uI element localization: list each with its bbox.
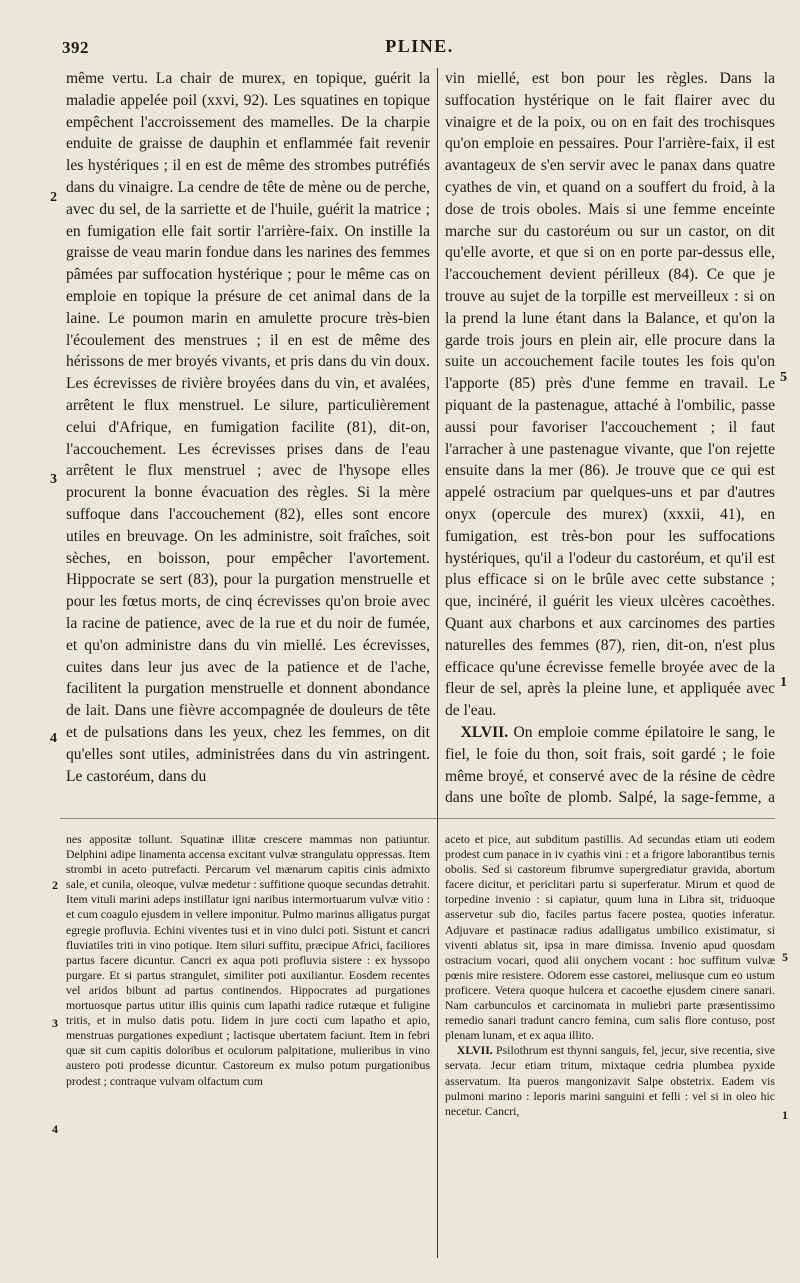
chapter-heading: XLVII. [460,723,509,741]
margin-number: 1 [780,675,787,690]
french-column-right [445,68,775,808]
page-number: 392 [62,38,89,57]
running-head: PLINE. [385,36,454,56]
chapter-text: Psilothrum est thynni sanguis, fel, jecur, sive recentia, sive servata. Jecur etiam tritum, mixtaque cedria plumbea pyxide asservatum. Ita pueros mangonizavit Salpe obstetrix. Eadem vis pulmoni marino : leporis marini sanguini et felli : vel si in oleo hic necetur. Cancri, [445,1043,775,1118]
chapter-heading: XLVII. [456,1043,493,1058]
chapter-text: On emploie comme épilatoire le sang, le fiel, le foie du thon, soit frais, soit gardé ; le foie même broyé, et conservé avec de la résine de cèdre dans une boîte de plomb. Salpé, la sage-femme, a [445,723,775,807]
french-column-left [66,68,430,808]
latin-paragraph: nes appositæ tollunt. Squatinæ illitæ crescere mammas non patiuntur. Delphini adipe linamenta accensa excitant vulvæ strangulatu oppressas. Item strombi in aceto putrefacti. Percarum vel mænarum capitis cinis admixto sale, et cunila, oleoque, vulvæ medetur : suffitione quoque secundas detrahit. Item vituli marini adeps instillatur igni naribus intermortuarum vulvæ vitio : et cum coagulo ejusdem in vellere imponitur. Pulmo marinus alligatus purgat egregie profluvia. Echini viventes tusi et in vino dulci poti. Sistunt et cancri fluviatiles triti in vino potique. Item siluri suffitu, præcipue Africi, faciliores partus facere dicuntur. Cancri ex aqua poti profluvia sistere : ex hyssopo purgare. Et si partus strangulet, similiter poti auxiliantur. Eosdem recentes vel aridos bibunt ad partus continendos. Hippocrates ad purgationes mortuosque partus utitur illis quinis cum lapathi radice rutæque et fuligine tritis, et in mulso datis potu. Iidem in jure cocti cum lapatho et apio, menstruas purgationes expediunt ; lactisque ubertatem faciunt. Item in febri quæ sit cum capitis doloribus et oculorum palpitatione, mulieribus in vino austero poti prodesse dicuntur. Castoreum ex mulso potum purgationibus prodest ; contraque vulvam olfactum cum [66,832,430,1088]
margin-number: 4 [50,731,57,746]
latin-column-right [445,832,775,1252]
text-divider [60,818,775,819]
page-header [62,36,777,66]
latin-paragraph: aceto et pice, aut subditum pastillis. Ad secundas etiam uti eodem prodest cum panace in iv cyathis vini : et a frigore laborantibus ternis obolis. Sed si castoreum fibrumve supergrediatur gravida, abortum facere dicitur, et periclitari partu si superferatur. Mirum et quod de torpedine invenio : si capiatur, quum luna in Libra sit, triduoque asservetur sub dio, faciles partus facere postea, quoties inferatur. Adjuvare et pastinacæ radius adalligatus umbilico existimatur, si viventi ablatus sit, ipsa in mare dimissa. Invenio apud quosdam ostracium vocari, quod alii onychem vocant : hoc suffitum vulvæ pœnis mire resistere. Odorem esse castorei, meliusque cum eo ustum proficere. Vetera quoque hulcera et cacoethe ejusdem cinere sanari. Nam carbunculos et carcinomata in muliebri parte præsentissimo remedio sanari tradunt cancro femina, cum salis flore contuso, post plenam lunam, et ex aqua illito. [445,832,775,1043]
margin-number: 3 [52,1016,58,1030]
margin-number: 5 [782,950,788,964]
column-divider [437,68,438,1258]
latin-chapter-paragraph [445,1043,775,1118]
margin-number: 2 [52,878,58,892]
margin-number: 5 [780,370,787,385]
margin-number: 3 [50,472,57,487]
margin-number: 4 [52,1122,58,1136]
latin-column-left [66,832,430,1252]
margin-number: 1 [782,1108,788,1122]
french-paragraph: vin miellé, est bon pour les règles. Dans la suffocation hystérique on le fait flairer avec du vinaigre et de la poix, ou on en fait des trochisques qu'on emploie en pessaires. Pour l'arrière-faix, il est avantageux de s'en servir avec le panax dans quatre cyathes de vin, et quand on a souffert du froid, à la dose de trois oboles. Mais si une femme enceinte marche sur du castoréum ou sur un castor, on dit qu'elle avorte, et que si on en porte par-dessus elle, l'accouchement devient périlleux (84). Ce que je trouve au sujet de la torpille est merveilleux : si on la prend la lune étant dans la Balance, et qu'on la garde trois jours en plein air, elle procure dans la suite un accouchement facile toutes les fois qu'on l'apporte (85) près d'une femme en travail. Le piquant de la pastenague, attaché à l'ombilic, passe aussi pour favoriser l'accouchement ; il faut l'arracher à une pastenague vivante, que l'on rejette ensuite dans la mer (86). Je trouve que ce qui est appelé ostracium par quelques-uns et par d'autres onyx (opercule des murex) (xxxii, 41), en fumigation, est très-bon pour les suffocations hystériques, qu'il a l'odeur du castoréum, et qu'il est plus efficace si on le brûle avec cette substance ; que, incinéré, il guérit les vieux ulcères cacoèthes. Quant aux charbons et aux carcinomes des parties naturelles des femmes (87), rien, dit-on, n'est plus efficace qu'une écrevisse femelle broyée avec de la fleur de sel, après la pleine lune, et appliquée avec de l'eau. [445,70,775,720]
margin-number: 2 [50,190,57,205]
french-chapter-paragraph [445,722,775,808]
french-paragraph: même vertu. La chair de murex, en topique, guérit la maladie appelée poil (xxvi, 92). Les squatines en topique empêchent l'accroissement des mamelles. De la charpie enduite de graisse de dauphin et enflammée fait revenir les hystériques ; il en est de même des strombes putréfiés dans du vinaigre. La cendre de tête de mène ou de perche, avec du sel, de la sarriette et de l'huile, guérit la matrice ; en fumigation elle fait sortir l'arrière-faix. On instille la graisse de veau marin fondue dans les narines des femmes pâmées par suffocation hystérique ; pour le même cas on emploie en topique la présure de cet animal dans de la laine. Le poumon marin en amulette procure très-bien l'écoulement des menstrues ; il en est de même des hérissons de mer broyés vivants, et pris dans du vin doux. Les écrevisses de rivière broyées dans du vin, et avalées, arrêtent le flux menstruel. Le silure, particulièrement celui d'Afrique, en fumigation facilite (81), dit-on, l'accouchement. Les écrevisses prises dans de l'eau arrêtent le flux menstruel ; avec de l'hysope elles procurent la bonne évacuation des règles. Si la mère suffoque dans l'accouchement (82), elles sont encore utiles en breuvage. On les administre, soit fraîches, soit sèches, en boisson, pour empêcher l'avortement. Hippocrate se sert (83), pour la purgation menstruelle et pour les fœtus morts, de cinq écrevisses qu'on broie avec la racine de patience, avec de la rue et du noir de fumée, et qu'on administre dans du vin miellé. Les écrevisses, cuites dans leur jus avec de la patience et de l'ache, facilitent la purgation menstruelle et donnent abondance de lait. Dans une fièvre accompagnée de douleurs de tête et de pulsations dans les yeux, chez les femmes, on dit qu'elles sont utiles, administrées dans du vin astringent. Le castoréum, dans du [66,70,430,785]
